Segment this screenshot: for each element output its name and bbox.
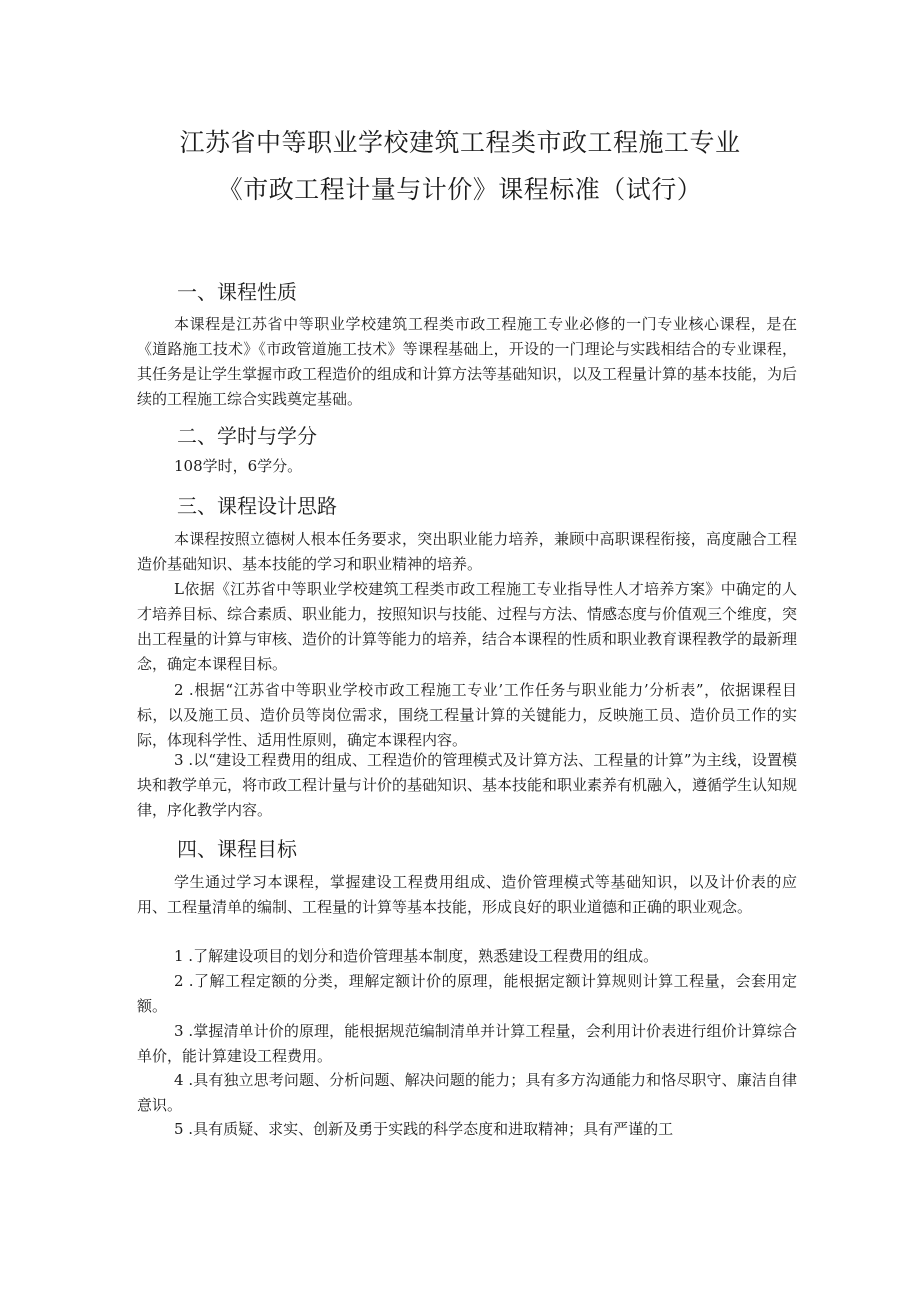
paragraph: 2 .了解工程定额的分类，理解定额计价的原理，能根据定额计算规则计算工程量，会套用定额。: [137, 972, 797, 1015]
document-title-line-2: 《市政工程计量与计价》课程标准（试行）: [217, 175, 703, 204]
paragraph: 本课程按照立德树人根本任务要求，突出职业能力培养，兼顾中高职课程衔接，高度融合工程造价基础知识、基本技能的学习和职业精神的培养。: [137, 530, 797, 573]
section-heading: 四、课程目标: [177, 837, 297, 861]
paragraph: 本课程是江苏省中等职业学校建筑工程类市政工程施工专业必修的一门专业核心课程，是在《道路施工技术》《市政管道施工技术》等课程基础上，开设的一门理论与实践相结合的专业课程，其任务是让学生掌握市政工程造价的组成和计算方法等基础知识，以及工程量计算的基本技能，为后续的工程施工综合实践奠定基础。: [137, 315, 798, 408]
paragraph: 5 .具有质疑、求实、创新及勇于实践的科学态度和进取精神；具有严谨的工: [174, 1120, 674, 1138]
document-title-line-1: 江苏省中等职业学校建筑工程类市政工程施工专业: [179, 128, 741, 157]
paragraph: 108学时，6学分。: [174, 457, 303, 475]
paragraph: 学生通过学习本课程，掌握建设工程费用组成、造价管理模式等基础知识，以及计价表的应用、工程量清单的编制、工程量的计算等基本技能，形成良好的职业道德和正确的职业观念。: [137, 873, 797, 916]
section-heading: 三、课程设计思路: [177, 494, 337, 518]
section-heading: 二、学时与学分: [177, 424, 317, 448]
paragraph: 4 .具有独立思考问题、分析问题、解决问题的能力；具有多方沟通能力和恪尽职守、廉洁自律意识。: [137, 1071, 797, 1114]
paragraph: 3 .掌握清单计价的原理，能根据规范编制清单并计算工程量，会利用计价表进行组价计算综合单价，能计算建设工程费用。: [137, 1022, 797, 1065]
section-heading: 一、课程性质: [177, 280, 297, 304]
paragraph: 3 .以“建设工程费用的组成、工程造价的管理模式及计算方法、工程量的计算”为主线，设置模块和教学单元，将市政工程计量与计价的基础知识、基本技能和职业素养有机融入，遵循学生认知规律，序化教学内容。: [137, 751, 798, 819]
paragraph: L依据《江苏省中等职业学校建筑工程类市政工程施工专业指导性人才培养方案》中确定的人才培养目标、综合素质、职业能力，按照知识与技能、过程与方法、情感态度与价值观三个维度，突出工程量的计算与审核、造价的计算等能力的培养，结合本课程的性质和职业教育课程教学的最新理念，确定本课程目标。: [137, 580, 798, 673]
paragraph: 1 .了解建设项目的划分和造价管理基本制度，熟悉建设工程费用的组成。: [174, 947, 659, 965]
paragraph: 2 .根据“江苏省中等职业学校市政工程施工专业’工作任务与职业能力’分析表”，依据课程目标，以及施工员、造价员等岗位需求，围绕工程量计算的关键能力，反映施工员、造价员工作的实际，体现科学性、适用性原则，确定本课程内容。: [137, 681, 797, 749]
